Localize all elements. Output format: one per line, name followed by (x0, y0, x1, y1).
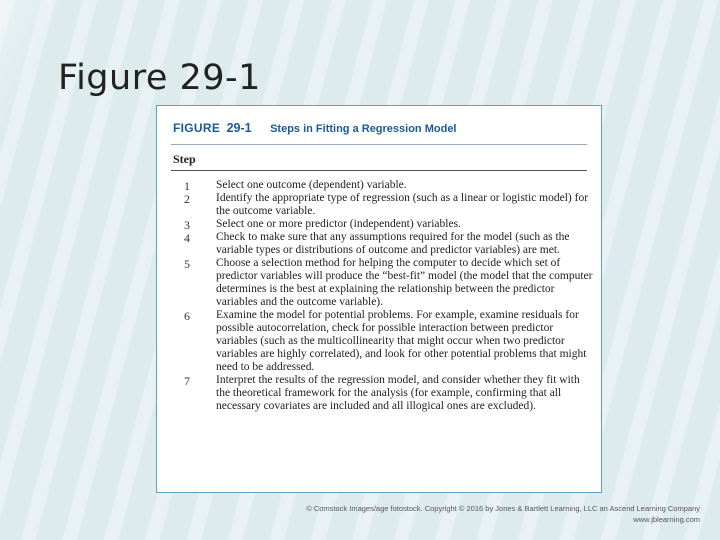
column-header-divider (171, 170, 587, 171)
figure-number: 29-1 (226, 121, 252, 135)
step-row (157, 179, 601, 192)
step-number: 5 (184, 257, 190, 271)
figure-caption: Steps in Fitting a Regression Model (270, 123, 457, 135)
step-number: 2 (184, 192, 190, 206)
slide-title: Figure 29-1 (58, 58, 261, 98)
step-row (157, 257, 601, 309)
step-text: Select one or more predictor (independent) variables. (216, 218, 461, 230)
step-row (157, 231, 601, 257)
step-row (157, 374, 601, 413)
step-text: Choose a selection method for helping the computer to decide which set of predictor variables will produce the “best-fit” model (the model that the computer determines is the best at explaining the relationship between the predictor variables and the outcome variable). (216, 257, 593, 308)
copyright-line: © Comstock Images/age fotostock. Copyright © 2016 by Jones & Bartlett Learning, LLC an Ascend Learning Company (306, 504, 700, 513)
step-text: Examine the model for potential problems. For example, examine residuals for possible autocorrelation, check for possible interaction between predictor variables (such as the multicollinearity that might occur when two predictor variables are highly correlated), and look for other potential problems that might need to be addressed. (216, 309, 587, 373)
steps-list (157, 179, 601, 413)
header-divider (171, 144, 587, 145)
step-number: 3 (184, 218, 190, 232)
figure-panel (156, 105, 602, 493)
step-row (157, 218, 601, 231)
step-text: Check to make sure that any assumptions required for the model (such as the variable types or distributions of outcome and predictor variables) are met. (216, 231, 570, 256)
step-text: Select one outcome (dependent) variable. (216, 179, 407, 191)
copyright-credit (306, 503, 700, 525)
step-number: 4 (184, 231, 190, 245)
step-number: 6 (184, 309, 190, 323)
figure-header (173, 119, 457, 137)
step-text: Interpret the results of the regression model, and consider whether they fit with the theoretical framework for the analysis (for example, confirming that all necessary covariates are included and all illogical ones are excluded). (216, 374, 580, 412)
step-number: 7 (184, 374, 190, 388)
publisher-url: www.jblearning.com (633, 515, 700, 524)
figure-label: FIGURE (173, 121, 221, 135)
step-row (157, 309, 601, 374)
column-header-step: Step (173, 152, 196, 166)
step-number: 1 (184, 179, 190, 193)
step-text: Identify the appropriate type of regression (such as a linear or logistic model) for the outcome variable. (216, 192, 589, 217)
step-row (157, 192, 601, 218)
